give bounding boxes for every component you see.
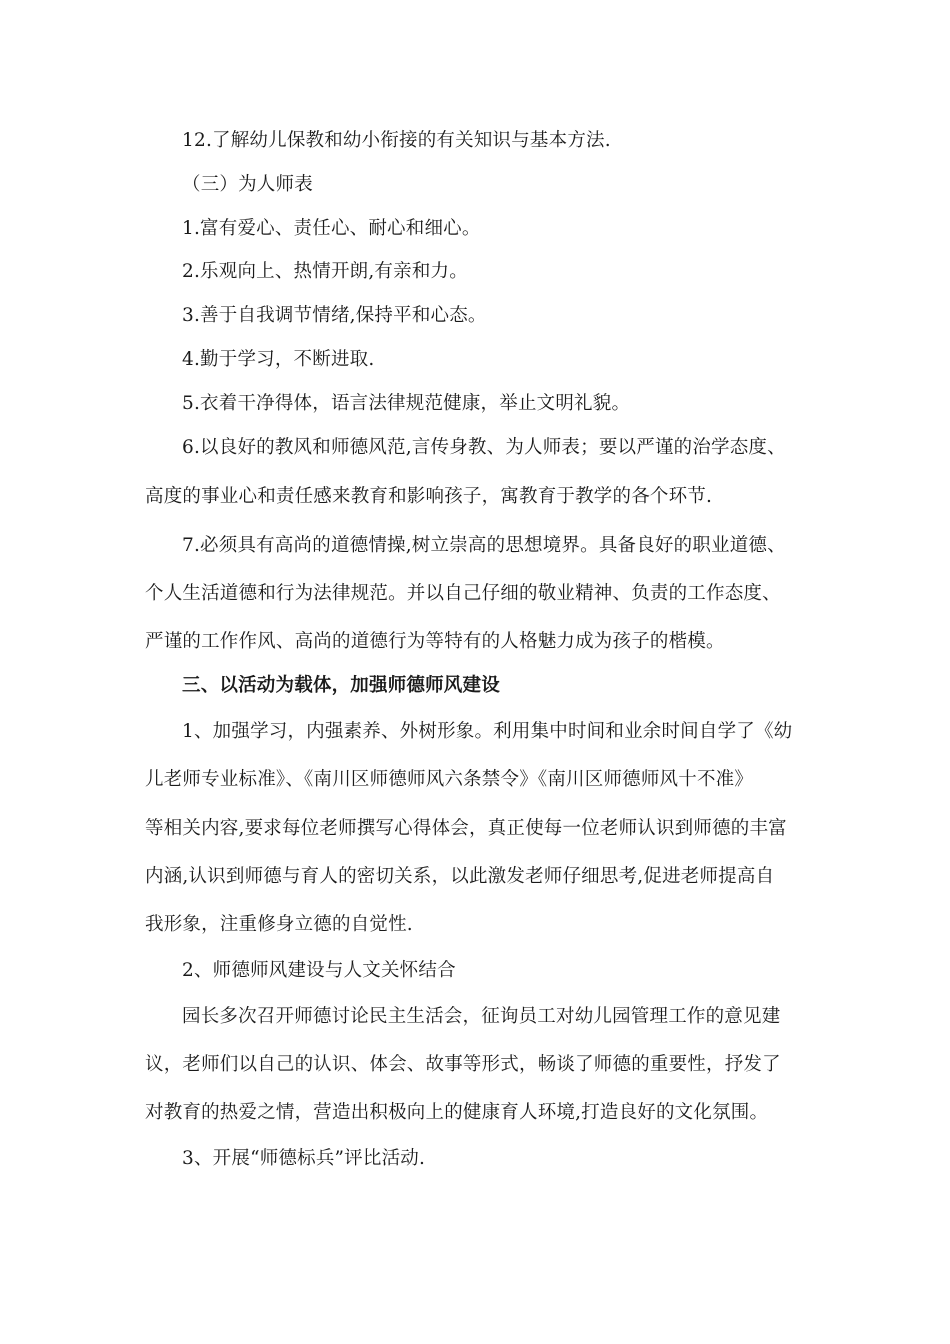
text-line-item-12: 12.了解幼儿保教和幼小衔接的有关知识与基本方法. (182, 130, 611, 151)
text-line-activity-1-cont-4: 我形象，注重修身立德的自觉性. (145, 914, 413, 935)
text-line-activity-2-cont-2: 对教育的热爱之情，营造出积极向上的健康育人环境,打造良好的文化氛围。 (145, 1102, 769, 1123)
text-line-activity-3: 3、开展“师德标兵”评比活动. (182, 1148, 426, 1169)
text-line-item-6-cont: 高度的事业心和责任感来教育和影响孩子，寓教育于教学的各个环节. (145, 486, 713, 507)
text-line-item-7-cont-2: 严谨的工作作风、高尚的道德行为等特有的人格魅力成为孩子的楷模。 (145, 631, 725, 652)
text-line-item-2: 2.乐观向上、热情开朗,有亲和力。 (182, 261, 468, 282)
text-line-activity-1-cont-2: 等相关内容,要求每位老师撰写心得体会，真正使每一位老师认识到师德的丰富 (145, 818, 787, 839)
section-heading-role-model: （三）为人师表 (182, 174, 313, 195)
text-line-item-5: 5.衣着干净得体，语言法律规范健康，举止文明礼貌。 (182, 393, 631, 414)
text-line-item-3: 3.善于自我调节情绪,保持平和心态。 (182, 305, 487, 326)
text-line-item-6: 6.以良好的教风和师德风范,言传身教、为人师表；要以严谨的治学态度、 (182, 437, 786, 458)
text-line-item-1: 1.富有爱心、责任心、耐心和细心。 (182, 218, 481, 239)
text-line-activity-1-cont-1: 儿老师专业标准》、《南川区师德师风六条禁令》《南川区师德师风十不准》 (145, 769, 754, 790)
text-line-activity-2-cont-1: 议，老师们以自己的认识、体会、故事等形式，畅谈了师德的重要性，抒发了 (145, 1054, 781, 1075)
text-line-item-7: 7.必须具有高尚的道德情操,树立崇高的思想境界。具备良好的职业道德、 (182, 535, 786, 556)
text-line-activity-2-body: 园长多次召开师德讨论民主生活会，征询员工对幼儿园管理工作的意见建 (182, 1006, 781, 1027)
section-heading-activities: 三、以活动为载体，加强师德师风建设 (182, 675, 500, 696)
text-line-item-4: 4.勤于学习，不断进取. (182, 349, 375, 370)
text-line-activity-1-cont-3: 内涵,认识到师德与育人的密切关系，以此激发老师仔细思考,促进老师提高自 (145, 866, 775, 887)
text-line-item-7-cont-1: 个人生活道德和行为法律规范。并以自己仔细的敬业精神、负责的工作态度、 (145, 583, 781, 604)
text-line-activity-1: 1、加强学习，内强素养、外树形象。利用集中时间和业余时间自学了《幼 (182, 721, 793, 742)
text-line-activity-2: 2、师德师风建设与人文关怀结合 (182, 960, 456, 981)
